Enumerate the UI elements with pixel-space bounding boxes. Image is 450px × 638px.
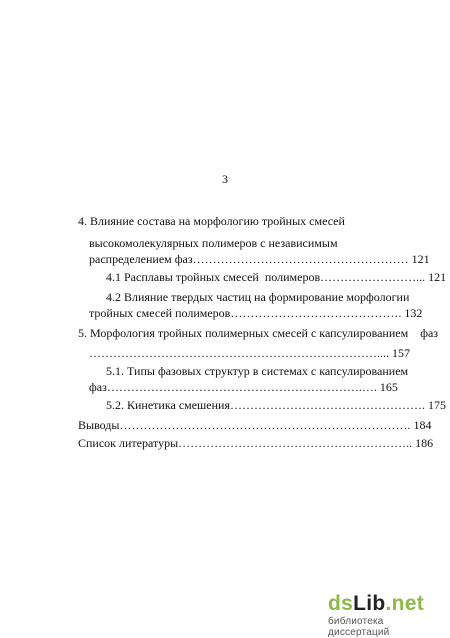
toc-line: Список литературы………………………………………………….. 186 [78,436,434,450]
page-number: 3 [222,172,228,186]
toc-line: Выводы………………………………………………………………. 184 [78,418,432,432]
toc-line: 4.2 Влияние твердых частиц на формирование морфологии [106,290,410,304]
toc-line: распределением фаз……………………………………………… 121 [89,252,430,266]
toc-line: 5.2. Кинетика смешения…………………………………………. 175 [106,398,446,412]
dslib-logo: dsLib.net [328,592,425,615]
dslib-subtitle: библиотека диссертаций [328,616,390,638]
toc-line: ……………………………………………………………….... 157 [89,346,410,360]
toc-line: фаз……………………………………………………….…. 165 [89,380,398,394]
toc-line: тройных смесей полимеров……………………………………. 132 [89,306,423,320]
toc-line: 5. Морфология тройных полимерных смесей с капсулированием фаз [78,326,439,340]
toc-line: высокомолекулярных полимеров с независимым [89,236,338,250]
toc-line: 4.1 Расплавы тройных смесей полимеров……………………... 121 [106,270,447,284]
toc-line: 5.1. Типы фазовых структур в системах с капсулированием [106,364,409,378]
dslib-watermark [328,593,440,638]
toc-line: 4. Влияние состава на морфологию тройных смесей [78,214,345,228]
